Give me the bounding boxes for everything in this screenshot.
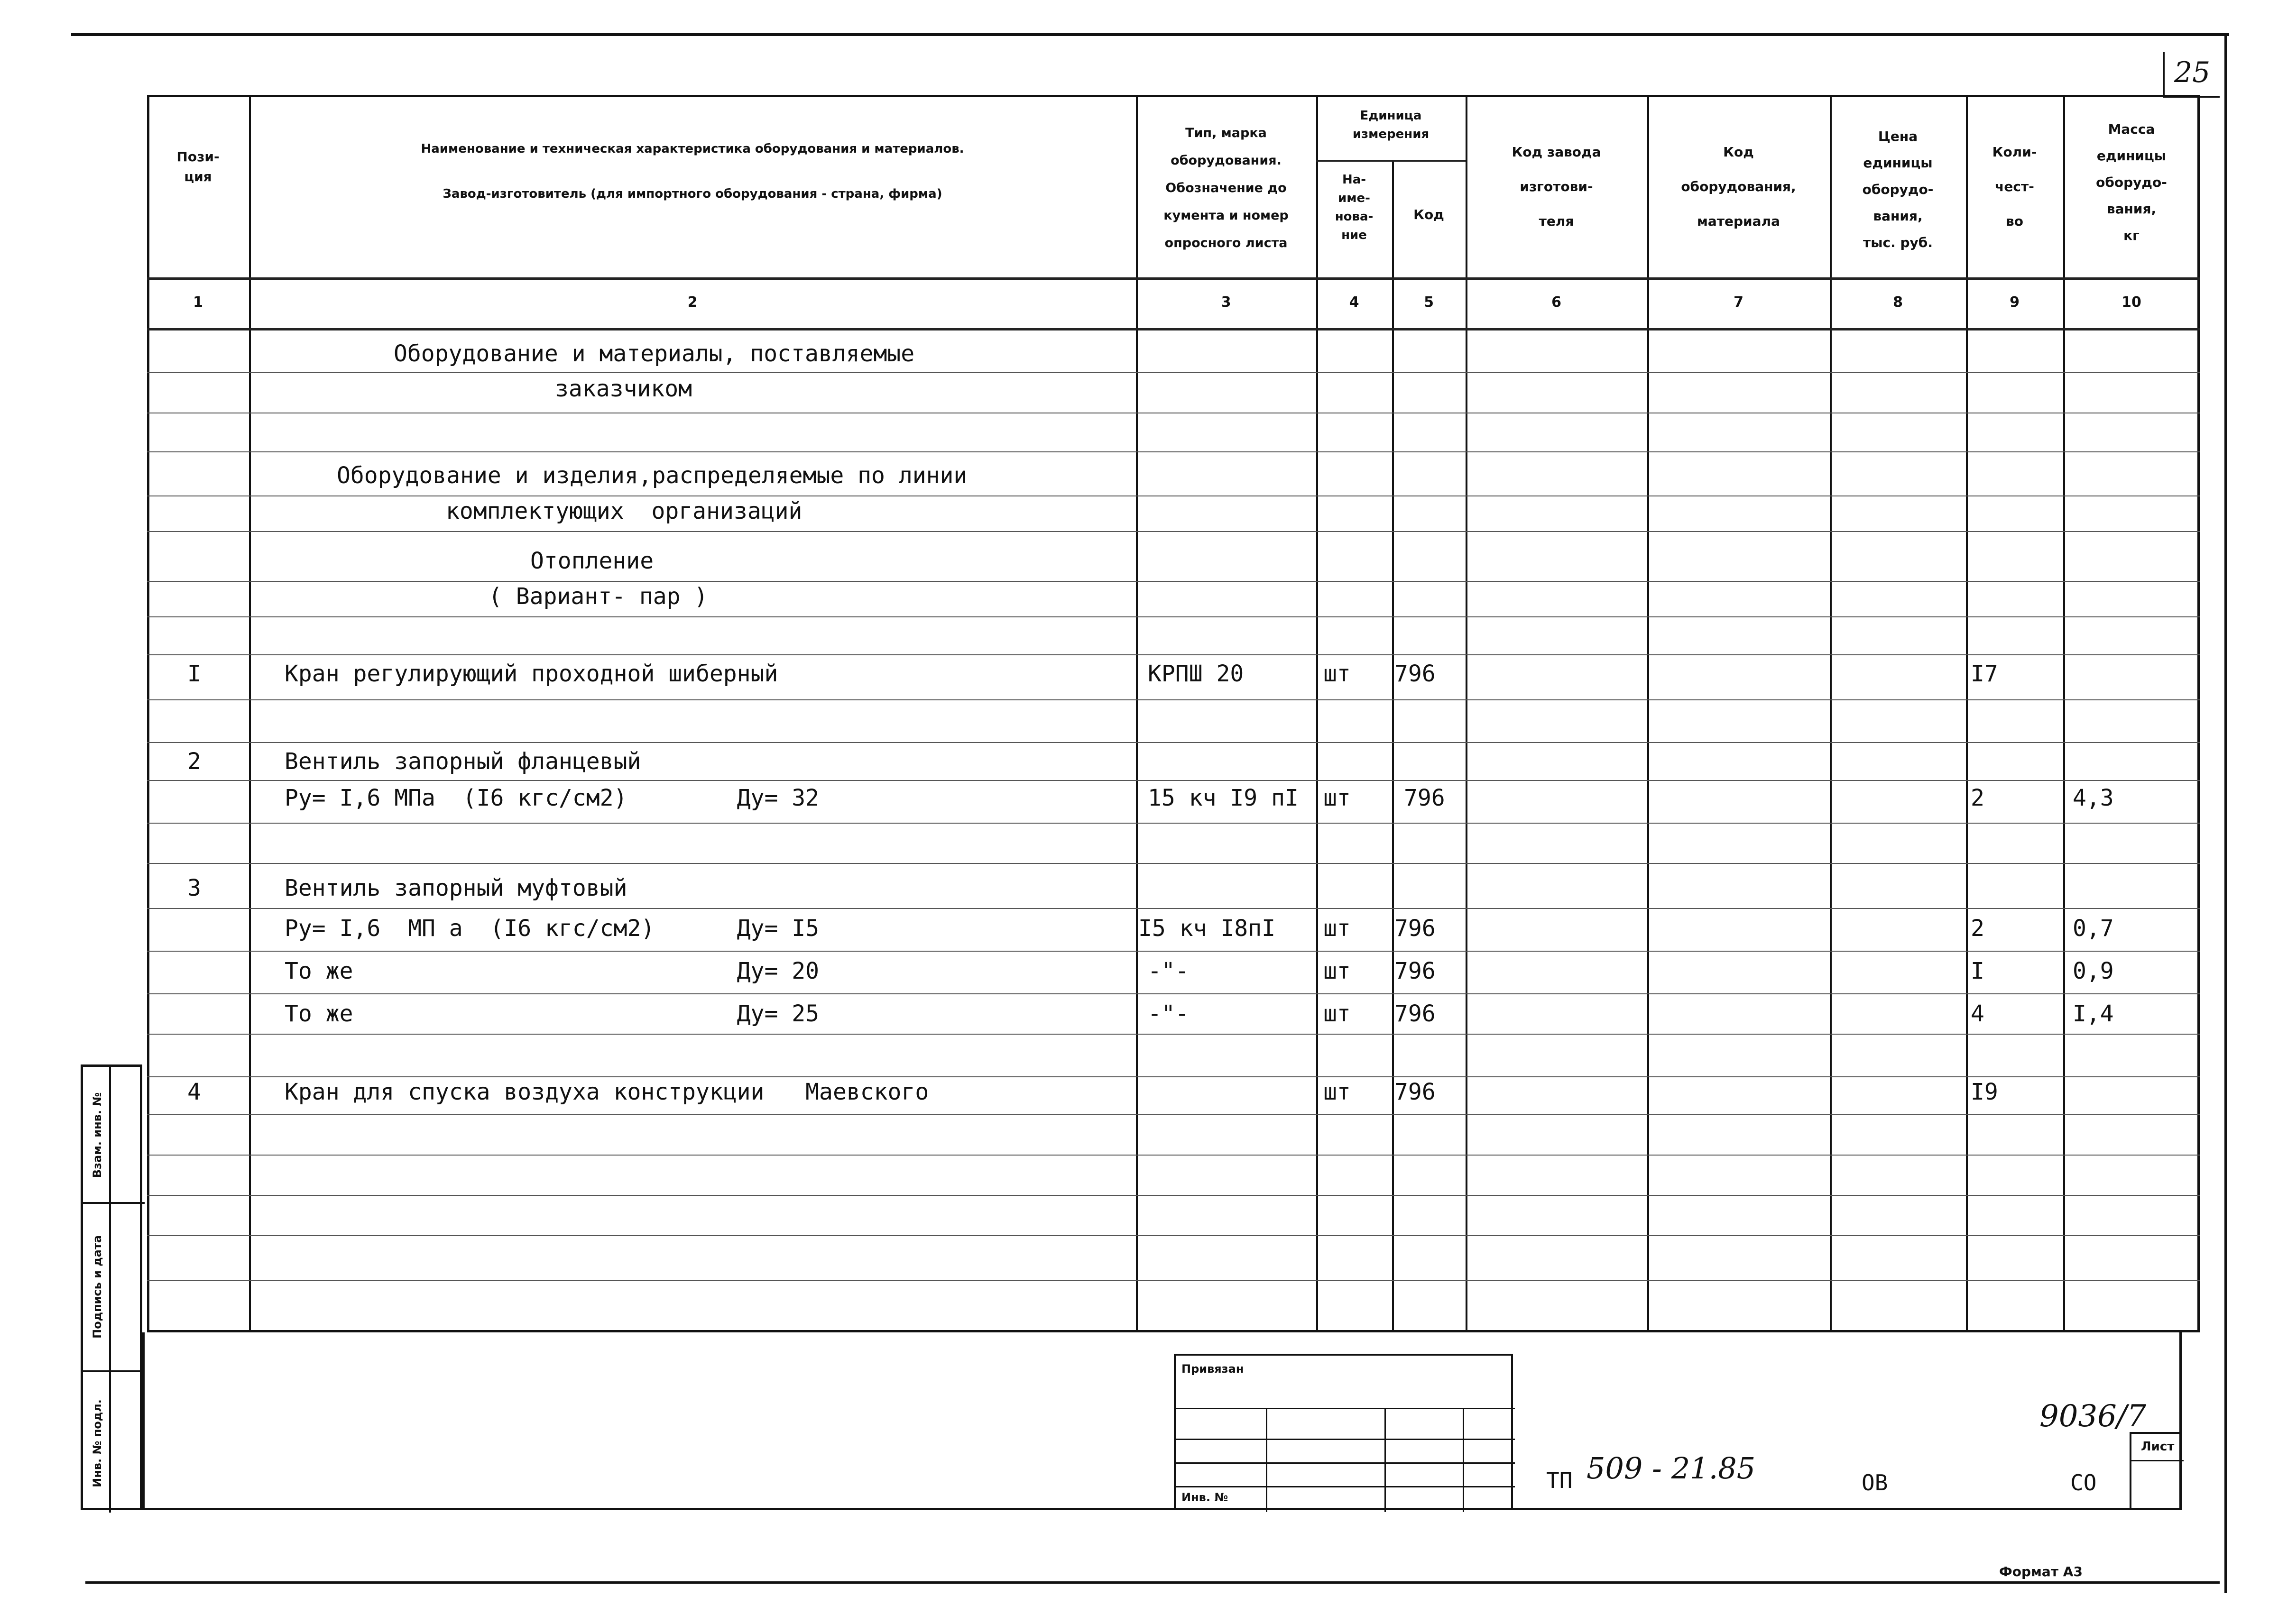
colnum-bottom-line — [147, 328, 2200, 330]
row-separator — [147, 823, 2200, 824]
binding-line — [1266, 1408, 1267, 1512]
row-separator — [147, 372, 2200, 373]
row-mass: 0,9 — [2073, 958, 2114, 984]
header-type: Тип, марка оборудования. Обозначение до кумента и номер опросного листа — [1163, 126, 1289, 251]
row-separator — [147, 863, 2200, 864]
column-number: 7 — [1734, 294, 1743, 311]
row-separator — [147, 908, 2200, 909]
row-code: 796 — [1394, 1079, 1436, 1105]
row-separator — [147, 993, 2200, 994]
row-qty: 4 — [1971, 1000, 1984, 1027]
row-separator — [147, 451, 2200, 452]
specification-table — [147, 95, 2200, 1332]
row-type: -"- — [1148, 958, 1189, 984]
side-stamp — [81, 1064, 142, 1510]
row-unit: шт — [1323, 958, 1351, 984]
format-label: Формат А3 — [1999, 1564, 2083, 1579]
section-title: Отопление — [530, 548, 654, 574]
col-divider — [1966, 95, 1968, 1332]
section-title: Оборудование и материалы, поставляемые — [394, 340, 915, 367]
col-divider — [1136, 95, 1138, 1332]
unit-group-divider — [1316, 160, 1466, 162]
row-separator — [147, 1076, 2200, 1077]
sheet-number-box — [2163, 52, 2220, 98]
top-border-line — [71, 33, 2229, 36]
binding-line — [1384, 1408, 1386, 1512]
sheet-number: 25 — [2174, 56, 2211, 89]
row-qty: I7 — [1971, 661, 1998, 687]
row-position: 4 — [187, 1079, 201, 1105]
row-separator — [147, 1034, 2200, 1035]
header-unit-code: Код — [1413, 207, 1444, 222]
row-position: 2 — [187, 748, 201, 775]
inventory-number-label: Инв. № — [1181, 1491, 1228, 1504]
doc-section-ov: ОВ — [1862, 1470, 1888, 1496]
side-stamp-inventory-label: Инв. № подл. — [91, 1399, 104, 1487]
column-number: 8 — [1893, 294, 1903, 311]
row-separator — [147, 616, 2200, 617]
row-code: 796 — [1404, 785, 1445, 811]
list-box — [2130, 1432, 2182, 1510]
header-factory-code: Код завода изготови- теля — [1512, 144, 1601, 229]
bottom-border-line — [85, 1581, 2220, 1584]
row-unit: шт — [1323, 661, 1351, 687]
row-position: I — [187, 661, 201, 687]
row-type: 15 кч I9 пI — [1148, 785, 1299, 811]
row-type: I5 кч I8пI — [1138, 915, 1275, 942]
row-separator — [147, 951, 2200, 952]
side-stamp-replacement-label: Взам. инв. № — [91, 1092, 104, 1178]
col-divider — [1647, 95, 1649, 1332]
header-equipment-code: Код оборудования, материала — [1681, 144, 1796, 229]
row-name: Кран для спуска воздуха конструкции Маевского — [285, 1079, 929, 1105]
table-frame — [147, 95, 2200, 1332]
column-number: 3 — [1221, 294, 1231, 311]
side-stamp-signature-label: Подпись и дата — [91, 1235, 104, 1339]
right-border-line — [2224, 33, 2227, 1593]
binding-line — [1463, 1408, 1464, 1512]
side-stamp-divider — [83, 1202, 145, 1204]
binding-label: Привязан — [1181, 1362, 1244, 1376]
row-separator — [147, 1195, 2200, 1196]
header-quantity: Коли- чест- во — [1992, 144, 2037, 229]
row-separator — [147, 1155, 2200, 1156]
header-price: Цена единицы оборудо- вания, тыс. руб. — [1862, 128, 1934, 250]
row-separator — [147, 654, 2200, 655]
row-separator — [147, 531, 2200, 532]
col-divider — [1392, 161, 1394, 1332]
row-name: Ру= I,6 МПа (I6 кгс/см2) Ду= 32 — [285, 785, 820, 811]
header-mass: Масса единицы оборудо- вания, кг — [2096, 121, 2167, 243]
row-name: Ру= I,6 МП а (I6 кгс/см2) Ду= I5 — [285, 915, 820, 942]
row-code: 796 — [1394, 661, 1436, 687]
row-name: Вентиль запорный фланцевый — [285, 748, 641, 775]
row-separator — [147, 495, 2200, 496]
row-separator — [147, 1114, 2200, 1115]
column-number: 9 — [2010, 294, 2020, 311]
doc-section-co: СО — [2070, 1470, 2097, 1496]
list-label: Лист — [2141, 1440, 2175, 1454]
row-unit: шт — [1323, 915, 1351, 942]
row-unit: шт — [1323, 1000, 1351, 1027]
header-bottom-line — [147, 277, 2200, 280]
header-position: Пози- ция — [176, 149, 220, 184]
row-code: 796 — [1394, 915, 1436, 942]
col-divider — [1830, 95, 1832, 1332]
row-name: То же Ду= 20 — [285, 958, 820, 984]
row-separator — [147, 581, 2200, 582]
list-box-divider — [2131, 1460, 2184, 1461]
col-divider — [1316, 95, 1318, 1332]
row-separator — [147, 742, 2200, 743]
header-name-line2: Завод-изготовитель (для импортного оборудования - страна, фирма) — [443, 187, 942, 201]
section-title: ( Вариант- пар ) — [489, 583, 708, 610]
col-divider — [249, 95, 251, 1332]
column-number: 6 — [1551, 294, 1561, 311]
row-name: То же Ду= 25 — [285, 1000, 820, 1027]
row-unit: шт — [1323, 785, 1351, 811]
row-qty: 2 — [1971, 915, 1984, 942]
row-code: 796 — [1394, 958, 1436, 984]
doc-code: 509 - 21.85 — [1586, 1451, 1756, 1486]
row-position: 3 — [187, 875, 201, 901]
row-type: КРПШ 20 — [1148, 661, 1244, 687]
row-qty: 2 — [1971, 785, 1984, 811]
col-divider — [2063, 95, 2065, 1332]
archive-number: 9036/7 — [2039, 1399, 2147, 1434]
col-divider — [1466, 95, 1467, 1332]
side-stamp-divider — [109, 1067, 111, 1513]
section-title: заказчиком — [555, 376, 692, 402]
row-separator — [147, 1280, 2200, 1281]
section-title: комплектующих организаций — [446, 498, 802, 524]
row-qty: I9 — [1971, 1079, 1998, 1105]
row-code: 796 — [1394, 1000, 1436, 1027]
column-number: 4 — [1349, 294, 1359, 311]
header-unit-name: На- име- нова- ние — [1335, 173, 1374, 242]
row-mass: 0,7 — [2073, 915, 2114, 942]
row-unit: шт — [1323, 1079, 1351, 1105]
section-title: Оборудование и изделия,распределяемые по линии — [337, 462, 968, 489]
row-type: -"- — [1148, 1000, 1189, 1027]
row-name: Вентиль запорный муфтовый — [285, 875, 627, 901]
row-mass: 4,3 — [2073, 785, 2114, 811]
row-separator — [147, 699, 2200, 700]
header-name-line1: Наименование и техническая характеристика оборудования и материалов. — [421, 142, 964, 156]
row-name: Кран регулирующий проходной шиберный — [285, 661, 778, 687]
binding-stamp — [1174, 1354, 1513, 1510]
column-number: 5 — [1424, 294, 1434, 311]
row-separator — [147, 780, 2200, 781]
column-number: 2 — [687, 294, 698, 311]
doc-code-prefix: ТП — [1546, 1468, 1573, 1493]
row-mass: I,4 — [2073, 1000, 2114, 1027]
row-qty: I — [1971, 958, 1984, 984]
column-number: 1 — [193, 294, 203, 311]
column-number: 10 — [2121, 294, 2141, 311]
row-separator — [147, 1235, 2200, 1236]
header-unit-group: Единица измерения — [1352, 109, 1430, 141]
